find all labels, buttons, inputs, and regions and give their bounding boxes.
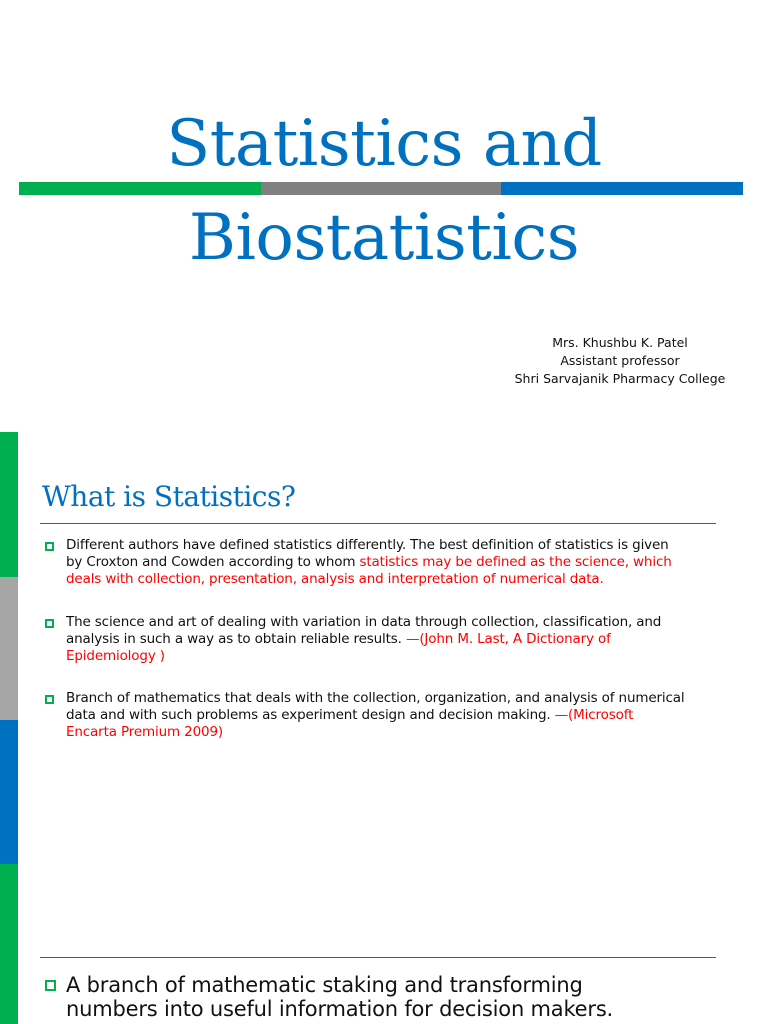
bullet-line: The science and art of dealing with variation in data through collection, classification, and bbox=[66, 614, 662, 630]
slide-title-line-2: Biostatistics bbox=[188, 201, 580, 275]
bullet-text bbox=[66, 614, 746, 665]
bullet-citation: Epidemiology ) bbox=[66, 648, 165, 664]
bullet-line bbox=[66, 631, 746, 648]
square-bullet-icon bbox=[45, 695, 54, 704]
square-bullet-icon bbox=[45, 542, 54, 551]
bullet-text-plain: analysis in such a way as to obtain reliable results. bbox=[66, 631, 406, 647]
square-bullet-icon bbox=[45, 619, 54, 628]
bullet-text bbox=[66, 973, 766, 1021]
author-role: Assistant professor bbox=[560, 353, 680, 368]
title-stripe-gray bbox=[261, 182, 501, 195]
bullet-text bbox=[66, 537, 746, 588]
bullet-line bbox=[66, 707, 746, 724]
title-stripe-blue bbox=[501, 182, 743, 195]
author-college: Shri Sarvajanik Pharmacy College bbox=[514, 371, 726, 386]
title-slide bbox=[0, 0, 768, 432]
bullet-citation: Encarta Premium 2009) bbox=[66, 724, 224, 740]
slide-title-line-1: Statistics and bbox=[166, 107, 602, 181]
bullet-citation: —(Microsoft bbox=[554, 707, 634, 723]
side-bar-green bbox=[0, 432, 18, 577]
bullet-text-highlight: statistics may be defined as the science, which bbox=[359, 554, 672, 570]
heading-rule bbox=[40, 523, 716, 524]
bullet-line: numbers into useful information for decision makers. bbox=[66, 997, 614, 1021]
author-name: Mrs. Khushbu K. Patel bbox=[552, 335, 688, 350]
bullet-citation: —(John M. Last, A Dictionary of bbox=[405, 631, 611, 647]
side-bar-gray bbox=[0, 577, 18, 720]
side-bar-green-lower bbox=[0, 864, 18, 1024]
side-bar-blue bbox=[0, 720, 18, 864]
square-bullet-icon bbox=[45, 980, 56, 991]
bullet-line: A branch of mathematic staking and transforming bbox=[66, 973, 583, 997]
bullet-text bbox=[66, 690, 746, 741]
bullet-line: Different authors have defined statistics differently. The best definition of statistics is given bbox=[66, 537, 669, 553]
bullet-text-highlight: deals with collection, presentation, analysis and interpretation of numerical data. bbox=[66, 571, 604, 587]
bullet-text-plain: by Croxton and Cowden according to whom bbox=[66, 554, 360, 570]
slide-heading: What is Statistics? bbox=[42, 480, 296, 513]
bullet-line: Branch of mathematics that deals with the collection, organization, and analysis of numerical bbox=[66, 690, 685, 706]
bullet-line bbox=[66, 554, 746, 571]
section-rule bbox=[40, 957, 716, 958]
title-stripe-green bbox=[19, 182, 261, 195]
bullet-text-plain: data and with such problems as experiment design and decision making. bbox=[66, 707, 555, 723]
definition-slide bbox=[0, 432, 768, 1024]
